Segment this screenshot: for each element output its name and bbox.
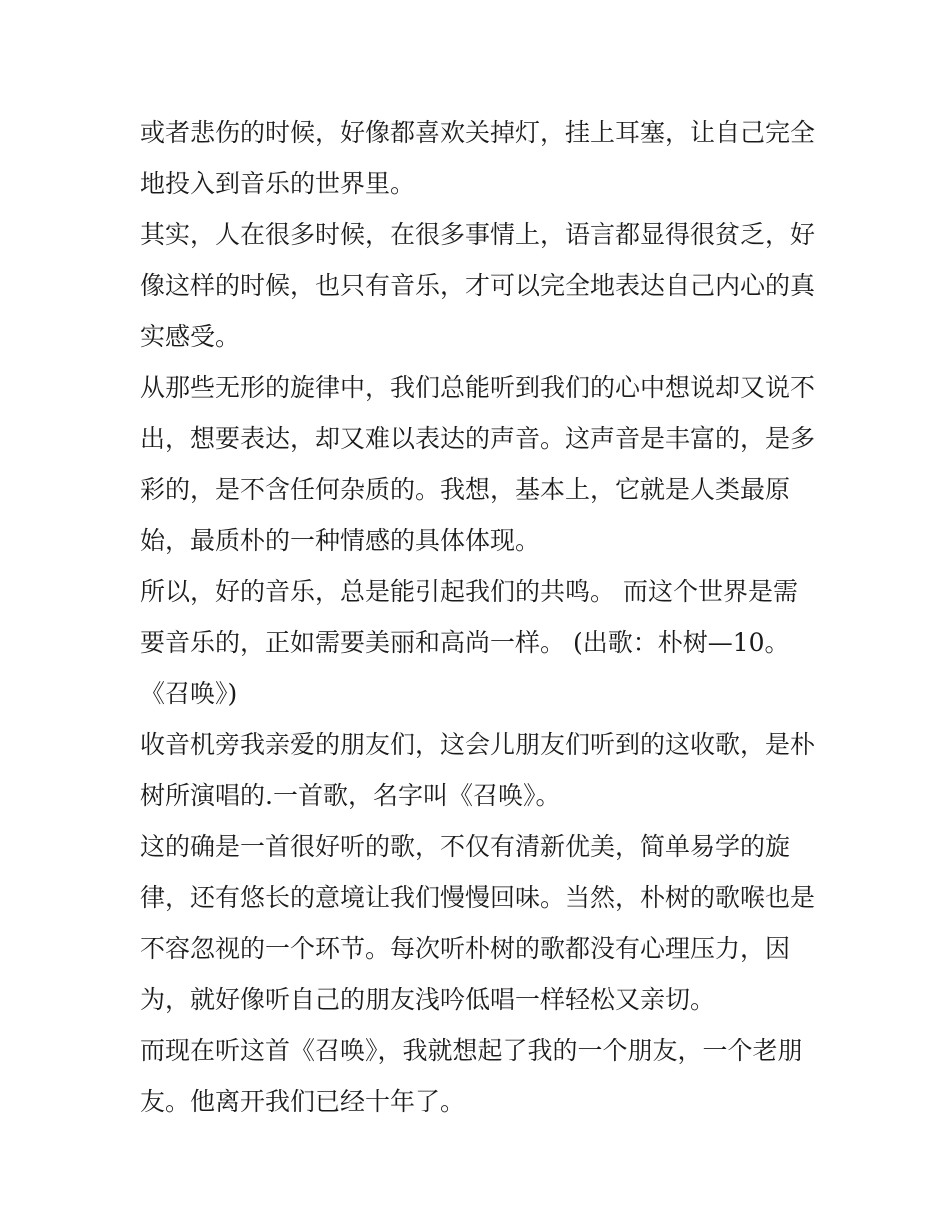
- text-line: 彩的，是不含任何杂质的。我想，基本上，它就是人类最原: [140, 475, 791, 504]
- text-line: 《召唤》): [140, 679, 238, 708]
- text-line: 为，就好像听自己的朋友浅吟低唱一样轻松又亲切。: [140, 985, 716, 1014]
- text-line: 其实，人在很多时候，在很多事情上，语言都显得很贫乏，好: [140, 220, 816, 249]
- text-line: 始，最质朴的一种情感的具体体现。: [140, 526, 541, 555]
- document-body: [140, 107, 816, 1127]
- text-line: 这的确是一首很好听的歌，不仅有清新优美，简单易学的旋: [140, 832, 791, 861]
- text-line: 友。他离开我们已经十年了。: [140, 1087, 466, 1116]
- text-line: 收音机旁我亲爱的朋友们，这会儿朋友们听到的这收歌，是朴: [140, 730, 816, 759]
- text-line: 从那些无形的旋律中，我们总能听到我们的心中想说却又说不: [140, 373, 816, 402]
- text-line: 或者悲伤的时候，好像都喜欢关掉灯，挂上耳塞，让自己完全: [140, 118, 816, 147]
- text-line: 实感受。: [140, 322, 241, 351]
- text-line: 律，还有悠长的意境让我们慢慢回味。当然，朴树的歌喉也是: [140, 883, 816, 912]
- text-line: 地投入到音乐的世界里。: [140, 169, 416, 198]
- text-line: 而现在听这首《召唤》，我就想起了我的一个朋友，一个老朋: [140, 1036, 803, 1065]
- text-line: 树所演唱的.一首歌，名字叫《召唤》。: [140, 781, 561, 810]
- text-line: 所以，好的音乐，总是能引起我们的共鸣。 而这个世界是需: [140, 577, 798, 606]
- text-line: 要音乐的，正如需要美丽和高尚一样。 (出歌：朴树—10。: [140, 628, 790, 657]
- text-line: 不容忽视的一个环节。每次听朴树的歌都没有心理压力，因: [140, 934, 791, 963]
- text-line: 出，想要表达，却又难以表达的声音。这声音是丰富的，是多: [140, 424, 816, 453]
- text-line: 像这样的时候，也只有音乐，才可以完全地表达自己内心的真: [140, 271, 816, 300]
